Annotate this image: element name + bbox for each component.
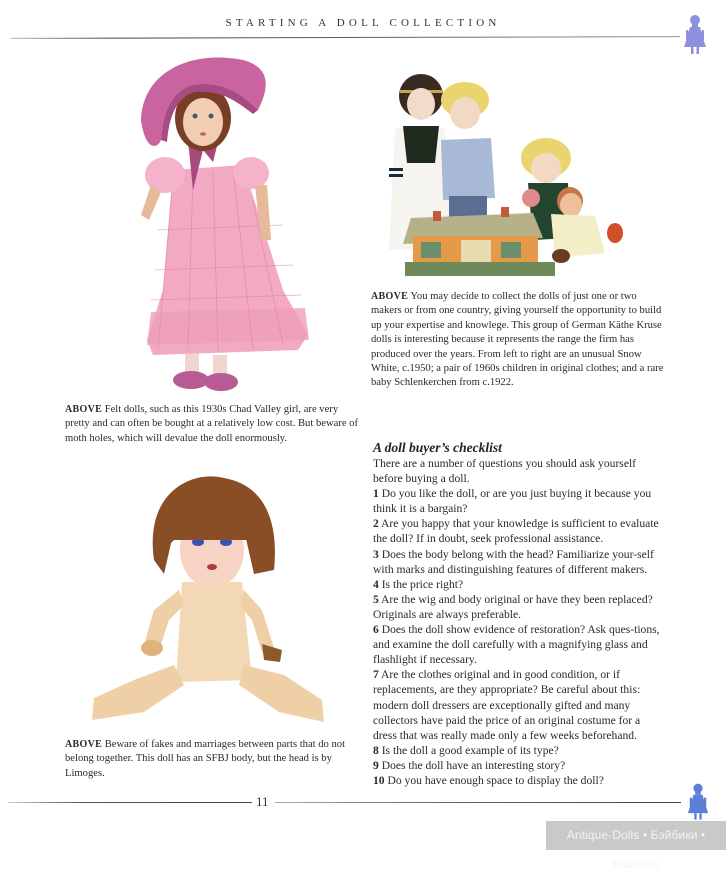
checklist-item: 8 Is the doll a good example of its type?	[373, 743, 559, 757]
checklist-item: 7 Are the clothes original and in good condition, or if replacements, are they appropriate? Be careful about this: modern doll dressers are exceptionally gifted and many collectors have paid the price of an original costume for a dress that was really made only a few weeks beforehand.	[373, 668, 641, 742]
footer-rule-right	[275, 802, 681, 803]
checklist-item: 9 Does the doll have an interesting story?	[373, 758, 566, 772]
checklist-item: 3 Does the body belong with the head? Familiarize your-self with marks and distinguishing features of different makers.	[373, 547, 654, 576]
footer-rule-left	[8, 802, 252, 803]
photo-kathe-kruse-group	[383, 68, 628, 283]
caption-text: Beware of fakes and marriages between parts that do not belong together. This doll has an SFBJ body, but the head is by Limoges.	[65, 739, 346, 779]
caption-lead: ABOVE	[65, 404, 103, 415]
doll-silhouette-icon	[682, 13, 708, 64]
caption-text: You may decide to collect the dolls of just one or two makers or from one country, giving yourself the opportunity to build up your expertise and knowlege. This group of German Käthe Kruse dolls is interesting because it represents the range the firm has produced over the years. From left to right are an unusual Snow White, c.1950; a pair of 1960s children in original clothes; and a rare baby Schlenkerchen from c.1922.	[371, 291, 664, 389]
checklist-item: 6 Does the doll show evidence of restoration? Ask ques-tions, and examine the doll carefully with a magnifying glass and flashlight if necessary.	[373, 623, 660, 667]
running-title: STARTING A DOLL COLLECTION	[225, 17, 501, 29]
checklist-title: A doll buyer’s checklist	[373, 440, 502, 455]
caption-kathe-kruse	[371, 290, 666, 391]
buyers-checklist	[373, 440, 665, 788]
page-number: 11	[256, 794, 269, 809]
watermark: Antique-Dolls • Бэйбики • babiki.ru	[546, 821, 726, 850]
photo-chad-valley-doll	[133, 50, 318, 395]
header-rule	[10, 36, 680, 39]
caption-lead: ABOVE	[65, 739, 103, 750]
caption-chad-valley	[65, 403, 360, 446]
checklist-item: 1 Do you like the doll, or are you just buying it because you think it is a bargain?	[373, 487, 652, 516]
caption-sfbj-limoges	[65, 738, 360, 781]
checklist-item: 2 Are you happy that your knowledge is sufficient to evaluate the doll? If in doubt, seek professional assistance.	[373, 517, 659, 546]
checklist-item: 4 Is the price right?	[373, 577, 464, 591]
checklist-item: 5 Are the wig and body original or have they been replaced? Originals are always preferable.	[373, 592, 653, 621]
checklist-item: 10 Do you have enough space to display the doll?	[373, 773, 604, 787]
caption-text: Felt dolls, such as this 1930s Chad Valley girl, are very pretty and can often be bought at a relatively low cost. But beware of moth holes, which will devalue the doll enormously.	[65, 404, 358, 444]
checklist-intro: There are a number of questions you should ask yourself before buying a doll.	[373, 457, 637, 486]
photo-sfbj-limoges-doll	[84, 470, 334, 730]
caption-lead: ABOVE	[371, 291, 409, 302]
